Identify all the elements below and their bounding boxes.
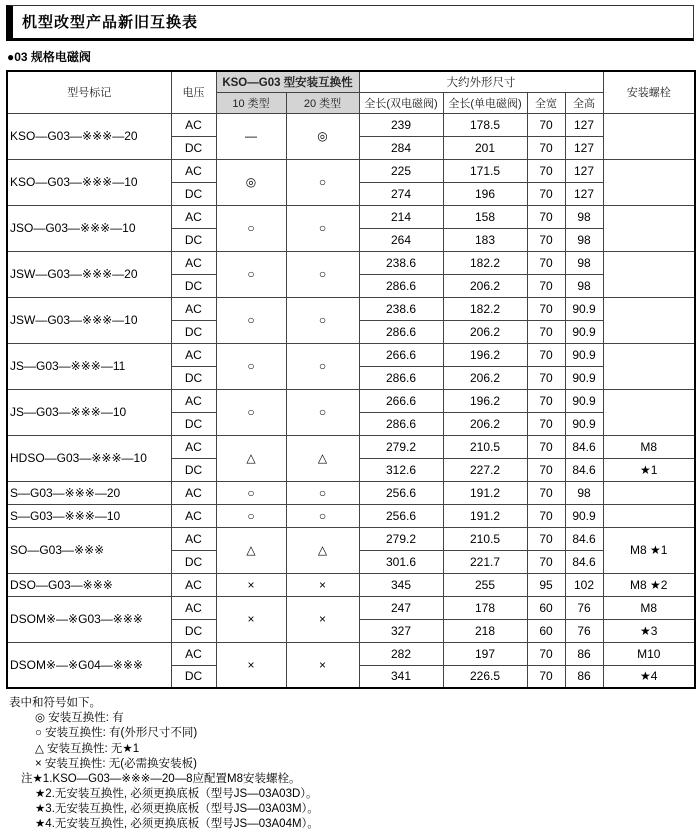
voltage-cell: AC — [171, 159, 216, 182]
type20-symbol-cell: ○ — [286, 205, 359, 251]
length-double-cell: 301.6 — [359, 550, 443, 573]
type10-symbol-cell: ○ — [216, 481, 286, 504]
length-double-cell: 274 — [359, 182, 443, 205]
model-cell: DSO—G03—※※※ — [7, 573, 171, 596]
width-cell: 70 — [527, 504, 565, 527]
header-type10: 10 类型 — [216, 92, 286, 113]
spec-table-head — [7, 71, 695, 113]
height-cell: 76 — [565, 619, 603, 642]
bolt-cell: M8 — [603, 596, 695, 619]
table-row — [7, 205, 695, 228]
voltage-cell: DC — [171, 136, 216, 159]
type10-symbol-cell: × — [216, 596, 286, 642]
note-line: 注★1.KSO—G03—※※※—20—8应配置M8安装螺栓。 — [21, 772, 301, 785]
voltage-cell: AC — [171, 251, 216, 274]
header-bolt: 安装螺栓 — [603, 71, 695, 113]
width-cell: 70 — [527, 113, 565, 136]
length-double-cell: 266.6 — [359, 343, 443, 366]
table-row — [7, 251, 695, 274]
width-cell: 70 — [527, 251, 565, 274]
table-row — [7, 435, 695, 458]
height-cell: 84.6 — [565, 527, 603, 550]
length-single-cell: 206.2 — [443, 366, 527, 389]
width-cell: 70 — [527, 159, 565, 182]
table-row — [7, 343, 695, 366]
type20-symbol-cell: △ — [286, 527, 359, 573]
voltage-cell: DC — [171, 458, 216, 481]
length-single-cell: 191.2 — [443, 481, 527, 504]
width-cell: 70 — [527, 366, 565, 389]
header-type20: 20 类型 — [286, 92, 359, 113]
voltage-cell: DC — [171, 550, 216, 573]
length-single-cell: 178 — [443, 596, 527, 619]
model-cell: JS—G03—※※※—11 — [7, 343, 171, 389]
model-cell: S—G03—※※※—10 — [7, 504, 171, 527]
length-single-cell: 182.2 — [443, 297, 527, 320]
length-double-cell: 345 — [359, 573, 443, 596]
width-cell: 70 — [527, 182, 565, 205]
length-double-cell: 282 — [359, 642, 443, 665]
voltage-cell: DC — [171, 274, 216, 297]
type10-symbol-cell: × — [216, 642, 286, 688]
height-cell: 90.9 — [565, 504, 603, 527]
type10-symbol-cell: ○ — [216, 205, 286, 251]
type10-symbol-cell: ○ — [216, 504, 286, 527]
width-cell: 70 — [527, 435, 565, 458]
bolt-cell — [603, 113, 695, 159]
height-cell: 98 — [565, 481, 603, 504]
bolt-cell — [603, 205, 695, 251]
voltage-cell: AC — [171, 205, 216, 228]
table-row — [7, 573, 695, 596]
voltage-cell: AC — [171, 297, 216, 320]
bolt-cell — [603, 389, 695, 435]
type20-symbol-cell: △ — [286, 435, 359, 481]
length-double-cell: 286.6 — [359, 366, 443, 389]
length-single-cell: 201 — [443, 136, 527, 159]
page-title — [6, 5, 694, 41]
type10-symbol-cell: ○ — [216, 343, 286, 389]
bolt-cell — [603, 297, 695, 343]
length-single-cell: 218 — [443, 619, 527, 642]
type20-symbol-cell: ○ — [286, 389, 359, 435]
length-single-cell: 206.2 — [443, 320, 527, 343]
bolt-cell: M8 — [603, 435, 695, 458]
voltage-cell: AC — [171, 642, 216, 665]
voltage-cell: AC — [171, 573, 216, 596]
length-single-cell: 226.5 — [443, 665, 527, 688]
length-single-cell: 178.5 — [443, 113, 527, 136]
note-line: ○ 安装互换性: 有(外形尺寸不同) — [35, 727, 198, 740]
type20-symbol-cell: ○ — [286, 159, 359, 205]
length-single-cell: 210.5 — [443, 435, 527, 458]
note-line: ◎ 安装互换性: 有 — [35, 712, 124, 725]
type10-symbol-cell: ◎ — [216, 159, 286, 205]
voltage-cell: AC — [171, 527, 216, 550]
type20-symbol-cell: × — [286, 596, 359, 642]
model-cell: DSOM※—※G04—※※※ — [7, 642, 171, 688]
bolt-cell: M8 ★2 — [603, 573, 695, 596]
height-cell: 98 — [565, 205, 603, 228]
voltage-cell: AC — [171, 481, 216, 504]
header-model: 型号标记 — [7, 71, 171, 113]
type20-symbol-cell: × — [286, 642, 359, 688]
voltage-cell: AC — [171, 596, 216, 619]
width-cell: 70 — [527, 458, 565, 481]
width-cell: 95 — [527, 573, 565, 596]
type20-symbol-cell: × — [286, 573, 359, 596]
voltage-cell: DC — [171, 665, 216, 688]
voltage-cell: DC — [171, 619, 216, 642]
note-line: × 安装互换性: 无(必需换安装板) — [35, 757, 197, 770]
type10-symbol-cell: ○ — [216, 251, 286, 297]
bolt-cell — [603, 159, 695, 205]
length-single-cell: 210.5 — [443, 527, 527, 550]
voltage-cell: AC — [171, 389, 216, 412]
bolt-cell — [603, 343, 695, 389]
bolt-cell — [603, 481, 695, 504]
length-double-cell: 279.2 — [359, 527, 443, 550]
length-double-cell: 284 — [359, 136, 443, 159]
type20-symbol-cell: ○ — [286, 297, 359, 343]
height-cell: 98 — [565, 251, 603, 274]
header-width: 全宽 — [527, 92, 565, 113]
page-title-text: 机型改型产品新旧互换表 — [22, 14, 199, 31]
header-voltage: 电压 — [171, 71, 216, 113]
table-row — [7, 596, 695, 619]
width-cell: 60 — [527, 619, 565, 642]
type20-symbol-cell: ◎ — [286, 113, 359, 159]
voltage-cell: AC — [171, 435, 216, 458]
type20-symbol-cell: ○ — [286, 504, 359, 527]
table-row — [7, 481, 695, 504]
header-kso-group: KSO—G03 型安装互换性 — [216, 71, 359, 92]
bolt-cell — [603, 251, 695, 297]
length-single-cell: 158 — [443, 205, 527, 228]
height-cell: 90.9 — [565, 366, 603, 389]
length-double-cell: 238.6 — [359, 251, 443, 274]
table-row — [7, 527, 695, 550]
length-single-cell: 197 — [443, 642, 527, 665]
bolt-cell — [603, 504, 695, 527]
type10-symbol-cell: × — [216, 573, 286, 596]
height-cell: 86 — [565, 642, 603, 665]
length-single-cell: 255 — [443, 573, 527, 596]
length-double-cell: 239 — [359, 113, 443, 136]
height-cell: 90.9 — [565, 343, 603, 366]
width-cell: 70 — [527, 412, 565, 435]
section-subtitle: ●03 规格电磁阀 — [7, 50, 91, 64]
height-cell: 84.6 — [565, 458, 603, 481]
height-cell: 127 — [565, 113, 603, 136]
bolt-cell: ★1 — [603, 458, 695, 481]
width-cell: 70 — [527, 481, 565, 504]
length-double-cell: 286.6 — [359, 412, 443, 435]
length-double-cell: 225 — [359, 159, 443, 182]
table-row — [7, 389, 695, 412]
length-single-cell: 196.2 — [443, 389, 527, 412]
model-cell: JSO—G03—※※※—10 — [7, 205, 171, 251]
length-double-cell: 214 — [359, 205, 443, 228]
length-double-cell: 286.6 — [359, 274, 443, 297]
table-row — [7, 297, 695, 320]
notes-section — [6, 696, 694, 833]
height-cell: 84.6 — [565, 550, 603, 573]
length-single-cell: 196.2 — [443, 343, 527, 366]
height-cell: 86 — [565, 665, 603, 688]
height-cell: 127 — [565, 159, 603, 182]
model-cell: JSW—G03—※※※—10 — [7, 297, 171, 343]
voltage-cell: DC — [171, 366, 216, 389]
width-cell: 70 — [527, 297, 565, 320]
height-cell: 90.9 — [565, 412, 603, 435]
model-cell: KSO—G03—※※※—10 — [7, 159, 171, 205]
length-single-cell: 206.2 — [443, 274, 527, 297]
bolt-cell: ★4 — [603, 665, 695, 688]
length-single-cell: 227.2 — [443, 458, 527, 481]
type20-symbol-cell: ○ — [286, 251, 359, 297]
height-cell: 102 — [565, 573, 603, 596]
table-row — [7, 504, 695, 527]
height-cell: 76 — [565, 596, 603, 619]
voltage-cell: AC — [171, 113, 216, 136]
header-dims-group: 大约外形尺寸 — [359, 71, 603, 92]
height-cell: 127 — [565, 136, 603, 159]
voltage-cell: DC — [171, 228, 216, 251]
width-cell: 70 — [527, 136, 565, 159]
model-cell: JS—G03—※※※—10 — [7, 389, 171, 435]
note-line: ★4.无安装互换性, 必须更换底板（型号JS—03A04M）。 — [35, 818, 319, 831]
length-single-cell: 221.7 — [443, 550, 527, 573]
table-row — [7, 113, 695, 136]
length-double-cell: 341 — [359, 665, 443, 688]
header-length-single: 全长(单电磁阀) — [443, 92, 527, 113]
length-double-cell: 256.6 — [359, 481, 443, 504]
length-double-cell: 264 — [359, 228, 443, 251]
note-line: ★3.无安装互换性, 必须更换底板（型号JS—03A03M）。 — [35, 803, 319, 816]
length-double-cell: 312.6 — [359, 458, 443, 481]
width-cell: 60 — [527, 596, 565, 619]
height-cell: 90.9 — [565, 389, 603, 412]
width-cell: 70 — [527, 228, 565, 251]
length-double-cell: 256.6 — [359, 504, 443, 527]
spec-table — [6, 70, 696, 689]
length-double-cell: 327 — [359, 619, 443, 642]
width-cell: 70 — [527, 389, 565, 412]
length-single-cell: 182.2 — [443, 251, 527, 274]
voltage-cell: DC — [171, 320, 216, 343]
bolt-cell: M10 — [603, 642, 695, 665]
length-double-cell: 238.6 — [359, 297, 443, 320]
width-cell: 70 — [527, 343, 565, 366]
voltage-cell: DC — [171, 412, 216, 435]
length-single-cell: 196 — [443, 182, 527, 205]
length-single-cell: 191.2 — [443, 504, 527, 527]
width-cell: 70 — [527, 320, 565, 343]
length-single-cell: 183 — [443, 228, 527, 251]
width-cell: 70 — [527, 665, 565, 688]
model-cell: S—G03—※※※—20 — [7, 481, 171, 504]
width-cell: 70 — [527, 642, 565, 665]
type10-symbol-cell: △ — [216, 527, 286, 573]
length-double-cell: 279.2 — [359, 435, 443, 458]
type20-symbol-cell: ○ — [286, 343, 359, 389]
height-cell: 98 — [565, 274, 603, 297]
header-length-double: 全长(双电磁阀) — [359, 92, 443, 113]
note-line: ★2.无安装互换性, 必须更换底板（型号JS—03A03D）。 — [35, 788, 318, 801]
width-cell: 70 — [527, 205, 565, 228]
table-row — [7, 642, 695, 665]
model-cell: SO—G03—※※※ — [7, 527, 171, 573]
table-row — [7, 159, 695, 182]
model-cell: HDSO—G03—※※※—10 — [7, 435, 171, 481]
type20-symbol-cell: ○ — [286, 481, 359, 504]
header-row-groups — [7, 71, 695, 92]
voltage-cell: DC — [171, 182, 216, 205]
note-line: △ 安装互换性: 无★1 — [35, 742, 140, 755]
length-single-cell: 171.5 — [443, 159, 527, 182]
model-cell: KSO—G03—※※※—20 — [7, 113, 171, 159]
length-double-cell: 247 — [359, 596, 443, 619]
height-cell: 84.6 — [565, 435, 603, 458]
height-cell: 127 — [565, 182, 603, 205]
model-cell: JSW—G03—※※※—20 — [7, 251, 171, 297]
length-single-cell: 206.2 — [443, 412, 527, 435]
height-cell: 90.9 — [565, 320, 603, 343]
voltage-cell: AC — [171, 504, 216, 527]
length-double-cell: 266.6 — [359, 389, 443, 412]
width-cell: 70 — [527, 274, 565, 297]
bolt-cell: ★3 — [603, 619, 695, 642]
width-cell: 70 — [527, 550, 565, 573]
height-cell: 98 — [565, 228, 603, 251]
voltage-cell: AC — [171, 343, 216, 366]
type10-symbol-cell: ○ — [216, 297, 286, 343]
model-cell: DSOM※—※G03—※※※ — [7, 596, 171, 642]
width-cell: 70 — [527, 527, 565, 550]
spec-table-body — [7, 113, 695, 688]
type10-symbol-cell: △ — [216, 435, 286, 481]
type10-symbol-cell: — — [216, 113, 286, 159]
bolt-cell: M8 ★1 — [603, 527, 695, 573]
note-line: 表中和符号如下。 — [9, 697, 101, 709]
header-height: 全高 — [565, 92, 603, 113]
height-cell: 90.9 — [565, 297, 603, 320]
type10-symbol-cell: ○ — [216, 389, 286, 435]
length-double-cell: 286.6 — [359, 320, 443, 343]
